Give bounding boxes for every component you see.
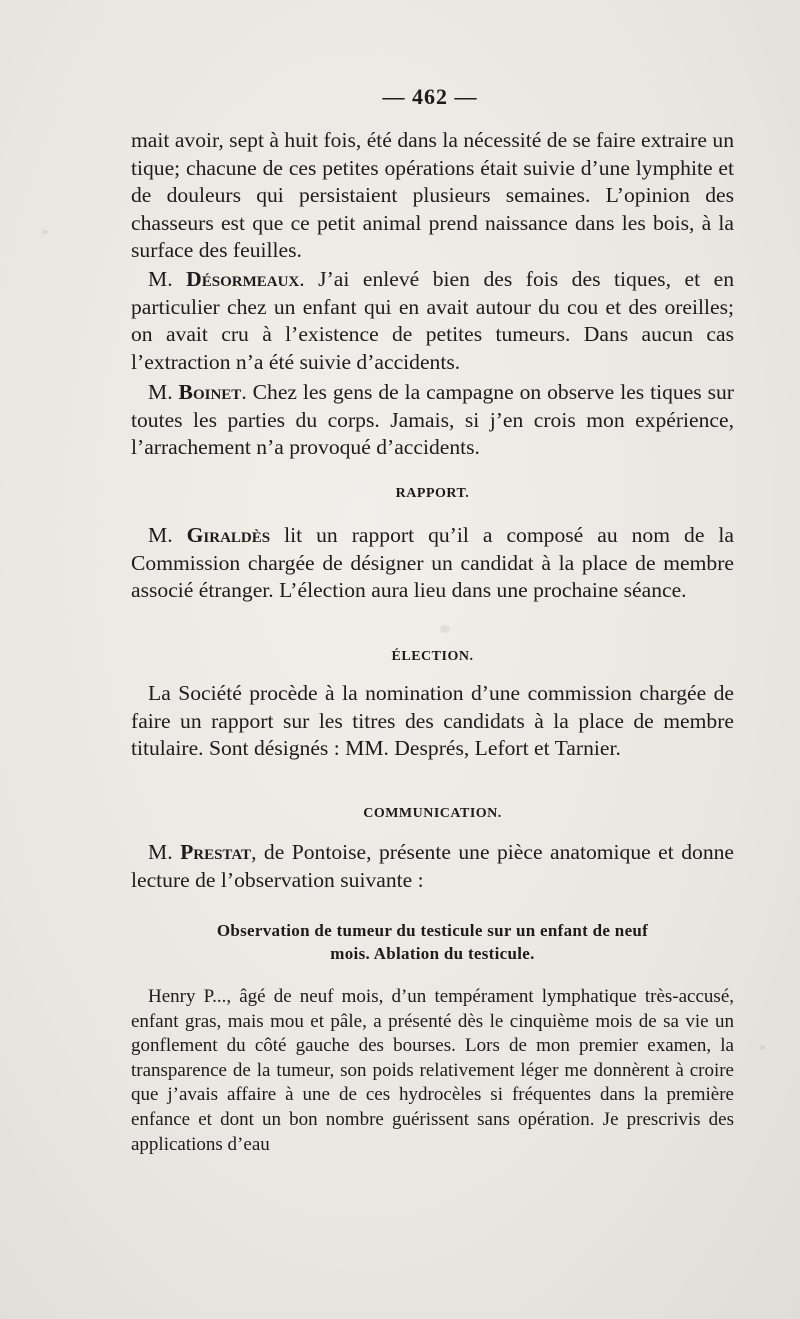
paper-speck	[760, 1045, 765, 1050]
section-heading-election: ÉLECTION.	[391, 649, 474, 664]
paragraph-text: , de Pontoise, présente une pièce anatomique et donne lecture de l’observation suivante :	[131, 840, 734, 892]
observation-body	[131, 985, 734, 1157]
paragraph-text: mait avoir, sept à huit fois, été dans la nécessité de se faire extraire un tique; chacune de ces petites opérations était suivie d’une lymphite et de douleurs qui persistaient plusieurs semaines. L’opinion des chasseurs est que ce petit animal prend naissance dans les bois, à la surface des feuilles.	[131, 128, 734, 263]
paragraph-communication	[131, 839, 734, 894]
speaker-name: Désormeaux	[186, 267, 300, 291]
speaker-prefix: M.	[148, 267, 173, 291]
section-heading-communication: COMMUNICATION.	[363, 806, 502, 821]
section-heading-rapport: RAPPORT.	[395, 486, 470, 501]
paragraph-text: lit un rapport qu’il a composé au nom de la Commission chargée de désigner un candidat à la place de membre associé étranger. L’élection aura lieu dans une prochaine séance.	[131, 523, 734, 603]
page-number: — 462 —	[382, 84, 478, 109]
observation-title	[131, 919, 734, 965]
speaker-name: Boinet	[178, 380, 242, 404]
speaker-name: Prestat	[180, 840, 252, 864]
speaker-prefix: M.	[148, 523, 173, 547]
paragraph-text: Henry P..., âgé de neuf mois, d’un tempérament lymphatique très-accusé, enfant gras, mais mou et pâle, a présenté dès le cinquième mois de sa vie un gonflement du côté gauche des bourses. Lors de mon premier examen, la transparence de la tumeur, son poids relativement léger me donnèrent à croire que j’avais affaire à une de ces hydrocèles si fréquentes dans la première enfance et dont un bon nombre guérissent sans opération. Je prescrivis des applications d’eau	[131, 986, 734, 1155]
paragraph-rapport	[131, 522, 734, 605]
observation-title-line: Observation de tumeur du testicule sur un enfant de neuf	[216, 921, 649, 940]
paragraph-text: . J’ai enlevé bien des fois des tiques, et en particulier chez un enfant qui en avait autour du cou et des oreilles; on avait cru à l’existence de petites tumeurs. Dans aucun cas l’extraction n’a été suivie d’accidents.	[131, 267, 734, 374]
speaker-name: Giraldès	[186, 523, 271, 547]
paragraph-desormeaux	[131, 266, 734, 376]
paragraph-election	[131, 680, 734, 763]
paper-speck	[440, 625, 450, 633]
paragraph-opening	[131, 127, 734, 265]
speaker-prefix: M.	[148, 840, 173, 864]
paragraph-text: La Société procède à la nomination d’une commission chargée de faire un rapport sur les titres des candidats à la place de membre titulaire. Sont désignés : MM. Després, Lefort et Tarnier.	[131, 681, 734, 761]
observation-title-line: mois. Ablation du testicule.	[330, 944, 535, 963]
paragraph-boinet	[131, 379, 734, 462]
paragraph-text: . Chez les gens de la campagne on observe les tiques sur toutes les parties du corps. Jamais, si j’en crois mon expérience, l’arrachement n’a provoqué d’accidents.	[131, 380, 734, 460]
paper-speck	[42, 230, 48, 234]
speaker-prefix: M.	[148, 380, 173, 404]
